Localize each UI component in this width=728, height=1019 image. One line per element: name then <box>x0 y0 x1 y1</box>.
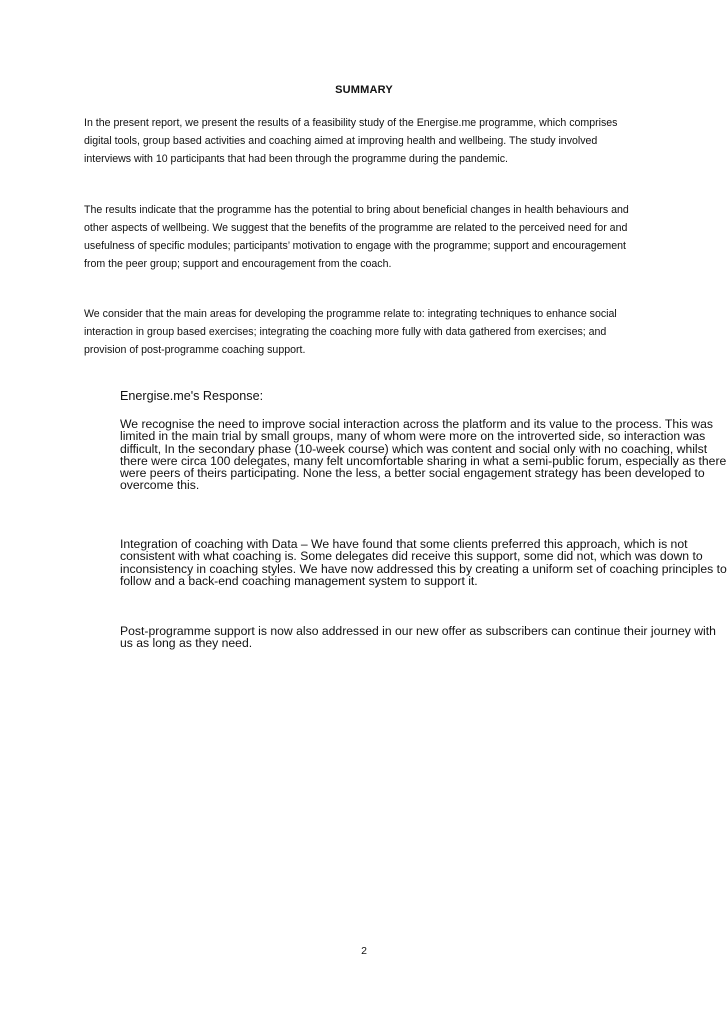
response-paragraph-1: We recognise the need to improve social interaction across the platform and its value to the process. This was limited in the main trial by small groups, many of whom were more on the introverted side, so interaction was difficult, In the secondary phase (10-week course) which was content and social only with no coaching, whilst there were circa 100 delegates, many felt uncomfortable sharing in what a semi-public forum, especially as there were peers of theirs participating. None the less, a better social engagement strategy has been developed to overcome this. <box>120 417 727 493</box>
response-paragraph-2: Integration of coaching with Data – We have found that some clients preferred this approach, which is not consistent with what coaching is. Some delegates did receive this support, some did not, which was down to inconsistency in coaching styles. We have now addressed this by creating a uniform set of coaching principles to follow and a back-end coaching management system to support it. <box>120 537 727 588</box>
page-number: 2 <box>361 945 367 957</box>
response-heading: Energise.me's Response: <box>120 389 264 403</box>
response-paragraph-3: Post-programme support is now also addressed in our new offer as subscribers can continue their journey with us as long as they need. <box>120 624 716 651</box>
summary-paragraph-3: We consider that the main areas for developing the programme relate to: integrating techniques to enhance social interaction in group based exercises; integrating the coaching more fully with data gathered from exercises; and provision of post-programme coaching support. <box>84 308 617 356</box>
summary-title: SUMMARY <box>335 84 393 96</box>
summary-paragraph-1: In the present report, we present the results of a feasibility study of the Energise.me programme, which comprises digital tools, group based activities and coaching aimed at improving health and wellbeing. The study involved interviews with 10 participants that had been through the programme during the pandemic. <box>84 117 618 165</box>
summary-paragraph-2: The results indicate that the programme has the potential to bring about beneficial changes in health behaviours and other aspects of wellbeing. We suggest that the benefits of the programme are related to the perceived need for and usefulness of specific modules; participants’ motivation to engage with the programme; support and encouragement from the peer group; support and encouragement from the coach. <box>84 204 629 270</box>
